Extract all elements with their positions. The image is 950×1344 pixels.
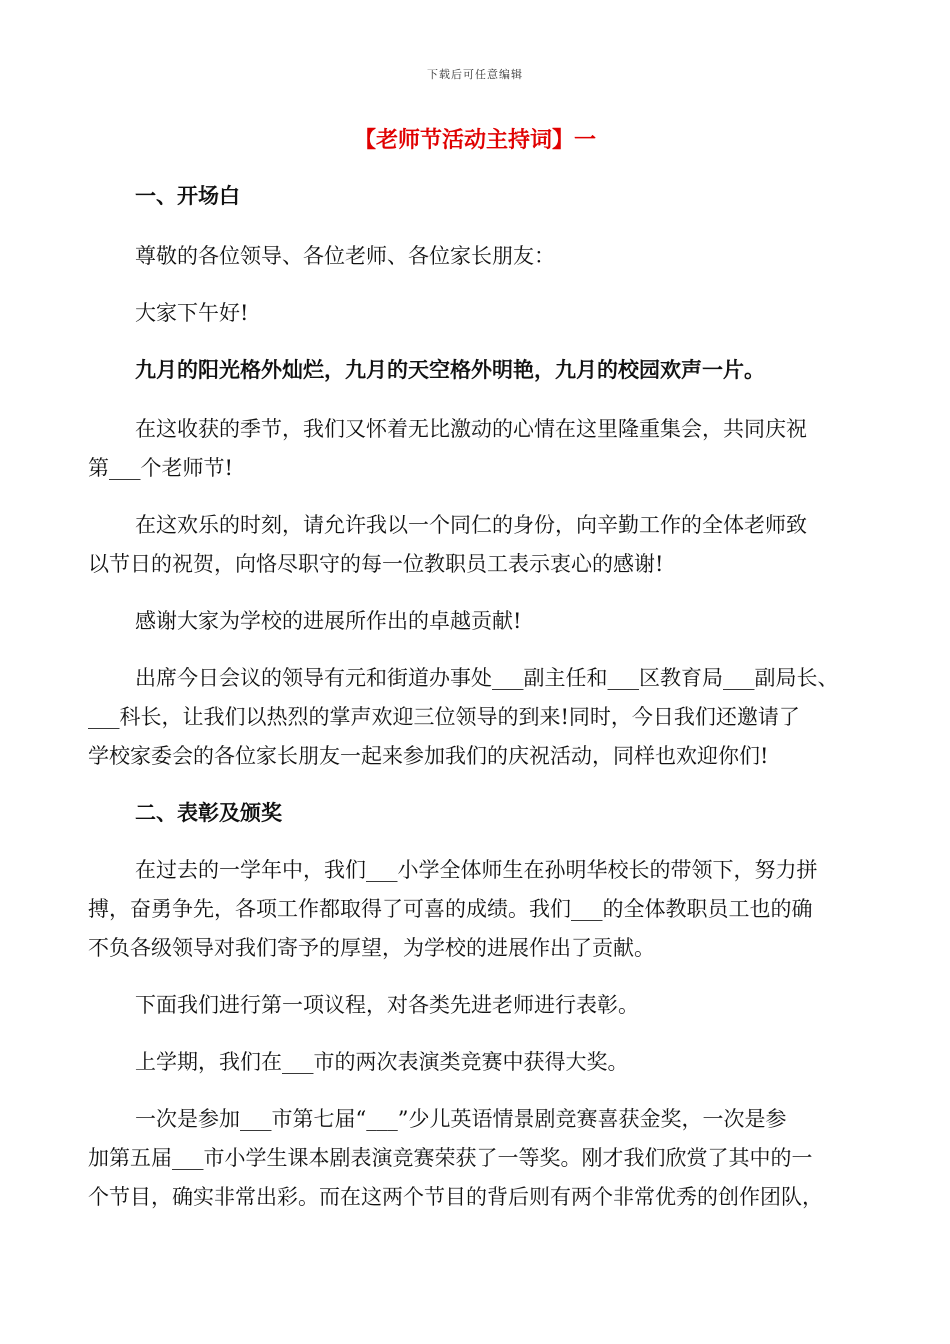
document-title: 【老师节活动主持词】一 [353, 128, 596, 153]
paragraph-line: 尊敬的各位领导、各位老师、各位家长朋友： [135, 244, 555, 268]
paragraph-line: 在过去的一学年中，我们___小学全体师生在孙明华校长的带领下，努力拼 [135, 858, 818, 882]
paragraph-line: 学校家委会的各位家长朋友一起来参加我们的庆祝活动，同样也欢迎你们! [88, 744, 769, 768]
paragraph-line: 以节日的祝贺，向恪尽职守的每一位教职员工表示衷心的感谢! [88, 552, 664, 576]
section-heading: 一、开场白 [135, 184, 240, 208]
paragraph-line: 上学期，我们在___市的两次表演类竞赛中获得大奖。 [135, 1050, 629, 1074]
paragraph-line: 在这收获的季节，我们又怀着无比激动的心情在这里隆重集会，共同庆祝 [135, 417, 807, 441]
paragraph-line: 下面我们进行第一项议程，对各类先进老师进行表彰。 [135, 993, 639, 1017]
paragraph-line: 感谢大家为学校的进展所作出的卓越贡献! [135, 609, 522, 633]
section-heading: 二、表彰及颁奖 [135, 801, 282, 825]
paragraph-line: ___科长，让我们以热烈的掌声欢迎三位领导的到来!同时，今日我们还邀请了 [88, 705, 800, 729]
paragraph-line: 搏，奋勇争先，各项工作都取得了可喜的成绩。我们___的全体教职员工也的确 [88, 897, 813, 921]
paragraph-line: 大家下午好! [135, 301, 249, 325]
paragraph-line: 一次是参加___市第七届“___”少儿英语情景剧竞赛喜获金奖，一次是参 [135, 1107, 787, 1131]
paragraph-line-bold: 九月的阳光格外灿烂，九月的天空格外明艳，九月的校园欢声一片。 [135, 358, 765, 382]
paragraph-line: 第___个老师节! [88, 456, 233, 480]
paragraph-line: 加第五届___市小学生课本剧表演竞赛荣获了一等奖。刚才我们欣赏了其中的一 [88, 1146, 813, 1170]
paragraph-line: 不负各级领导对我们寄予的厚望，为学校的进展作出了贡献。 [88, 936, 655, 960]
paragraph-line: 在这欢乐的时刻，请允许我以一个同仁的身份，向辛勤工作的全体老师致 [135, 513, 807, 537]
page-header: 下载后可任意编辑 [427, 68, 523, 81]
paragraph-line: 个节目，确实非常出彩。而在这两个节目的背后则有两个非常优秀的创作团队， [88, 1185, 823, 1209]
paragraph-line: 出席今日会议的领导有元和街道办事处___副主任和___区教育局___副局长、 [135, 666, 839, 690]
